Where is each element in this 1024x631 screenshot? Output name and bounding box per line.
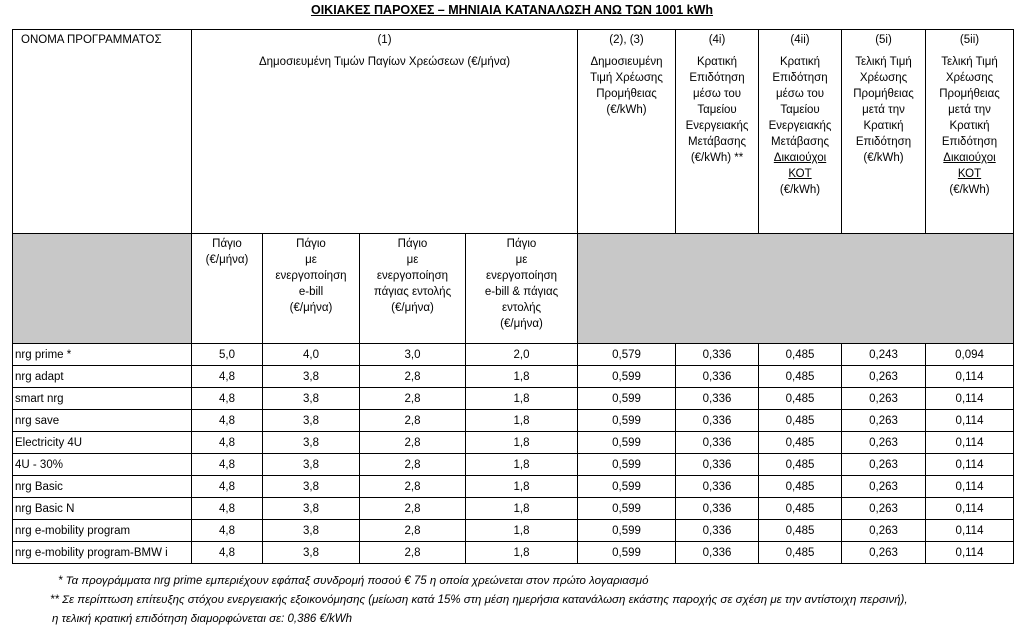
- value-cell: 3,8: [263, 388, 360, 410]
- header-line: (€/μήνα): [391, 302, 434, 314]
- value-cell: 0,485: [759, 476, 842, 498]
- value-cell: 2,8: [360, 476, 466, 498]
- header-line: με: [515, 254, 528, 266]
- value-cell: 0,263: [842, 476, 926, 498]
- value-cell: 4,8: [192, 410, 263, 432]
- header-line: (€/μήνα): [289, 302, 333, 314]
- header-line: Επιδότηση: [772, 72, 828, 84]
- header-line: Πάγιο: [506, 238, 537, 250]
- header-line: Επιδότηση: [855, 136, 912, 148]
- header-line: (€/μήνα): [500, 318, 543, 330]
- header-col5ii: [926, 30, 1014, 234]
- value-cell: 1,8: [466, 366, 578, 388]
- table-row: [13, 366, 1014, 388]
- header-line: (€/kWh) **: [690, 152, 744, 164]
- header-line: Κρατική: [863, 120, 904, 132]
- subheader-blank-right: [578, 234, 1014, 344]
- value-cell: 0,243: [842, 344, 926, 366]
- header-line: Πάγιο: [296, 238, 326, 250]
- value-cell: 4,8: [192, 498, 263, 520]
- header-line: Πάγιο: [397, 238, 428, 250]
- value-cell: 0,263: [842, 454, 926, 476]
- value-cell: 0,579: [578, 344, 676, 366]
- value-cell: 2,8: [360, 520, 466, 542]
- value-cell: 0,336: [676, 476, 759, 498]
- table-row: [13, 388, 1014, 410]
- header-row: [13, 30, 1014, 234]
- value-cell: 0,114: [926, 366, 1014, 388]
- header-line: Επιδότηση: [689, 72, 745, 84]
- header-line: μετά την: [862, 104, 905, 116]
- header-text-lines: [842, 54, 925, 166]
- subheader-ebill: [263, 234, 360, 344]
- value-cell: 3,0: [360, 344, 466, 366]
- header-line: Χρέωσης: [945, 72, 994, 84]
- value-cell: 2,8: [360, 498, 466, 520]
- value-cell: 4,8: [192, 388, 263, 410]
- value-cell: 0,114: [926, 542, 1014, 564]
- header-line: ΚΟΤ: [957, 168, 982, 180]
- value-cell: 4,0: [263, 344, 360, 366]
- value-cell: 3,8: [263, 542, 360, 564]
- value-cell: 0,485: [759, 366, 842, 388]
- value-cell: 0,599: [578, 388, 676, 410]
- program-name-cell: 4U - 30%: [13, 454, 192, 476]
- header-line: Δικαιούχοι: [943, 152, 996, 164]
- header-text-lines: [263, 236, 359, 316]
- value-cell: 2,8: [360, 388, 466, 410]
- table-row: [13, 344, 1014, 366]
- program-name-cell: nrg e-mobility program: [13, 520, 192, 542]
- value-cell: 0,114: [926, 476, 1014, 498]
- value-cell: 0,599: [578, 476, 676, 498]
- header-line: εντολής: [501, 302, 542, 314]
- header-line: ενεργοποίηση: [275, 270, 347, 282]
- header-line: (€/kWh): [606, 104, 647, 116]
- program-name-cell: smart nrg: [13, 388, 192, 410]
- value-cell: 0,485: [759, 410, 842, 432]
- header-line: Τιμή Χρέωσης: [590, 72, 663, 84]
- header-group1-label: Δημοσιευμένη Τιμών Παγίων Χρεώσεων (€/μήνα): [258, 56, 511, 68]
- header-text-lines: [578, 54, 675, 118]
- value-cell: 0,485: [759, 432, 842, 454]
- value-cell: 0,599: [578, 366, 676, 388]
- footnotes: [0, 572, 1024, 629]
- header-text-lines: [676, 54, 758, 166]
- header-col2-number: (2), (3): [609, 34, 644, 46]
- value-cell: 0,263: [842, 432, 926, 454]
- value-cell: 4,8: [192, 454, 263, 476]
- program-name-cell: nrg save: [13, 410, 192, 432]
- value-cell: 0,485: [759, 388, 842, 410]
- header-col5ii-unit: (€/kWh): [949, 184, 990, 196]
- table-row: [13, 520, 1014, 542]
- header-line: (€/kWh): [863, 152, 904, 164]
- value-cell: 0,336: [676, 366, 759, 388]
- header-text-lines: [926, 54, 1013, 150]
- subheader-pagio: [192, 234, 263, 344]
- header-line: Κρατική: [779, 56, 821, 68]
- value-cell: 0,336: [676, 498, 759, 520]
- subheader-order: [360, 234, 466, 344]
- header-line: με: [406, 254, 419, 266]
- header-line: ενεργοποίηση: [376, 270, 449, 282]
- table-row: [13, 498, 1014, 520]
- program-name-cell: nrg prime *: [13, 344, 192, 366]
- subheader-row: [13, 234, 1014, 344]
- value-cell: 4,8: [192, 542, 263, 564]
- value-cell: 0,599: [578, 432, 676, 454]
- value-cell: 0,336: [676, 388, 759, 410]
- value-cell: 0,336: [676, 520, 759, 542]
- header-col2: [578, 30, 676, 234]
- value-cell: 0,114: [926, 388, 1014, 410]
- value-cell: 0,263: [842, 498, 926, 520]
- header-line: Χρέωσης: [859, 72, 908, 84]
- header-line: Τελική Τιμή: [941, 56, 998, 68]
- header-line: Δικαιούχοι: [773, 152, 827, 164]
- header-text-lines: [360, 236, 465, 316]
- header-line: Πάγιο: [212, 238, 242, 250]
- value-cell: 0,263: [842, 542, 926, 564]
- value-cell: 0,114: [926, 520, 1014, 542]
- header-line: Ταμείου: [697, 104, 737, 116]
- program-name-cell: nrg Basic N: [13, 498, 192, 520]
- header-text-lines: [466, 236, 577, 332]
- header-line: Προμήθειας: [853, 88, 914, 100]
- value-cell: 4,8: [192, 520, 263, 542]
- header-col4ii-unit: (€/kWh): [779, 184, 821, 196]
- header-line: Προμήθειας: [596, 88, 657, 100]
- header-col5ii-number: (5ii): [959, 34, 980, 46]
- value-cell: 3,8: [263, 498, 360, 520]
- header-line: ΚΟΤ: [788, 168, 812, 180]
- value-cell: 0,599: [578, 520, 676, 542]
- value-cell: 1,8: [466, 454, 578, 476]
- header-line: μέσω του: [775, 88, 825, 100]
- value-cell: 3,8: [263, 366, 360, 388]
- header-fixed-charges-group: [192, 30, 578, 234]
- value-cell: 0,263: [842, 410, 926, 432]
- value-cell: 0,336: [676, 454, 759, 476]
- value-cell: 1,8: [466, 476, 578, 498]
- footnote-1: * Τα προγράμματα nrg prime εμπεριέχουν εφάπαξ συνδρομή ποσού € 75 η οποία χρεώνεται στον πρώτο λογαριασμό: [58, 575, 649, 587]
- value-cell: 0,485: [759, 520, 842, 542]
- value-cell: 3,8: [263, 454, 360, 476]
- value-cell: 0,263: [842, 366, 926, 388]
- table-row: [13, 476, 1014, 498]
- header-line: με: [305, 254, 317, 266]
- subheader-both: [466, 234, 578, 344]
- header-line: μετά την: [948, 104, 991, 116]
- footnote-3: η τελική κρατική επιδότηση διαμορφώνεται σε: 0,386 €/kWh: [52, 613, 353, 625]
- tariff-table: [12, 29, 1014, 564]
- header-col4i: [676, 30, 759, 234]
- value-cell: 2,8: [360, 410, 466, 432]
- header-col4i-number: (4i): [708, 34, 726, 46]
- value-cell: 0,485: [759, 454, 842, 476]
- value-cell: 0,485: [759, 344, 842, 366]
- program-name-cell: nrg adapt: [13, 366, 192, 388]
- value-cell: 3,8: [263, 476, 360, 498]
- header-program-name: [13, 30, 192, 234]
- value-cell: 2,8: [360, 432, 466, 454]
- value-cell: 2,8: [360, 454, 466, 476]
- value-cell: 0,114: [926, 410, 1014, 432]
- subheader-blank-left: [13, 234, 192, 344]
- header-line: Επιδότηση: [941, 136, 998, 148]
- value-cell: 0,485: [759, 498, 842, 520]
- header-text-lines: [192, 236, 262, 268]
- program-name-cell: nrg e-mobility program-BMW i: [13, 542, 192, 564]
- value-cell: 1,8: [466, 410, 578, 432]
- header-line: e-bill: [298, 286, 324, 298]
- header-line: Ενεργειακής: [768, 120, 832, 132]
- value-cell: 3,8: [263, 410, 360, 432]
- value-cell: 1,8: [466, 498, 578, 520]
- value-cell: 0,599: [578, 410, 676, 432]
- page-title: ΟΙΚΙΑΚΕΣ ΠΑΡΟΧΕΣ – ΜΗΝΙΑΙΑ ΚΑΤΑΝΑΛΩΣΗ ΑΝΩ ΤΩΝ 1001 kWh: [310, 3, 714, 17]
- header-line: (€/μήνα): [205, 254, 249, 266]
- table-row: [13, 410, 1014, 432]
- value-cell: 2,8: [360, 542, 466, 564]
- header-line: ενεργοποίηση: [485, 270, 558, 282]
- value-cell: 4,8: [192, 366, 263, 388]
- value-cell: 2,0: [466, 344, 578, 366]
- value-cell: 0,599: [578, 498, 676, 520]
- value-cell: 0,336: [676, 344, 759, 366]
- value-cell: 0,336: [676, 410, 759, 432]
- header-line: Δημοσιευμένη: [590, 56, 663, 68]
- header-line: Μετάβασης: [687, 136, 747, 148]
- program-name-cell: nrg Basic: [13, 476, 192, 498]
- header-text-lines: [926, 150, 1013, 182]
- value-cell: 3,8: [263, 520, 360, 542]
- header-line: μέσω του: [692, 88, 742, 100]
- table-row: [13, 432, 1014, 454]
- header-col4ii-number: (4ii): [790, 34, 810, 46]
- value-cell: 1,8: [466, 432, 578, 454]
- value-cell: 1,8: [466, 388, 578, 410]
- value-cell: 0,599: [578, 454, 676, 476]
- header-line: Ταμείου: [780, 104, 820, 116]
- value-cell: 2,8: [360, 366, 466, 388]
- value-cell: 3,8: [263, 432, 360, 454]
- header-line: Προμήθειας: [939, 88, 1000, 100]
- value-cell: 4,8: [192, 432, 263, 454]
- header-line: Ενεργειακής: [685, 120, 749, 132]
- value-cell: 0,599: [578, 542, 676, 564]
- header-line: e-bill & πάγιας: [484, 286, 559, 298]
- value-cell: 5,0: [192, 344, 263, 366]
- value-cell: 1,8: [466, 520, 578, 542]
- header-col5i-number: (5i): [875, 34, 892, 46]
- value-cell: 0,114: [926, 454, 1014, 476]
- value-cell: 0,094: [926, 344, 1014, 366]
- table-row: [13, 542, 1014, 564]
- header-text-lines: [759, 150, 841, 182]
- header-line: Τελική Τιμή: [855, 56, 912, 68]
- program-name-cell: Electricity 4U: [13, 432, 192, 454]
- header-text-lines: [759, 54, 841, 150]
- footnote-2: ** Σε περίπτωση επίτευξης στόχου ενεργειακής εξοικονόμησης (μείωση κατά 15% στη μέση ημερήσια κατανάλωση εκάστης παροχής σε σχέση με την αντίστοιχη περσινή),: [50, 594, 908, 606]
- value-cell: 0,336: [676, 432, 759, 454]
- value-cell: 4,8: [192, 476, 263, 498]
- value-cell: 0,114: [926, 498, 1014, 520]
- value-cell: 0,114: [926, 432, 1014, 454]
- header-line: Κρατική: [696, 56, 738, 68]
- value-cell: 0,263: [842, 388, 926, 410]
- header-group1-number: (1): [377, 34, 392, 46]
- value-cell: 0,263: [842, 520, 926, 542]
- header-col5i: [842, 30, 926, 234]
- header-program-name-label: ΟΝΟΜΑ ΠΡΟΓΡΑΜΜΑΤΟΣ: [21, 34, 162, 46]
- table-row: [13, 454, 1014, 476]
- header-col4ii: [759, 30, 842, 234]
- value-cell: 0,485: [759, 542, 842, 564]
- header-line: πάγιας εντολής: [373, 286, 452, 298]
- value-cell: 1,8: [466, 542, 578, 564]
- header-line: Κρατική: [949, 120, 990, 132]
- header-line: Μετάβασης: [770, 136, 830, 148]
- value-cell: 0,336: [676, 542, 759, 564]
